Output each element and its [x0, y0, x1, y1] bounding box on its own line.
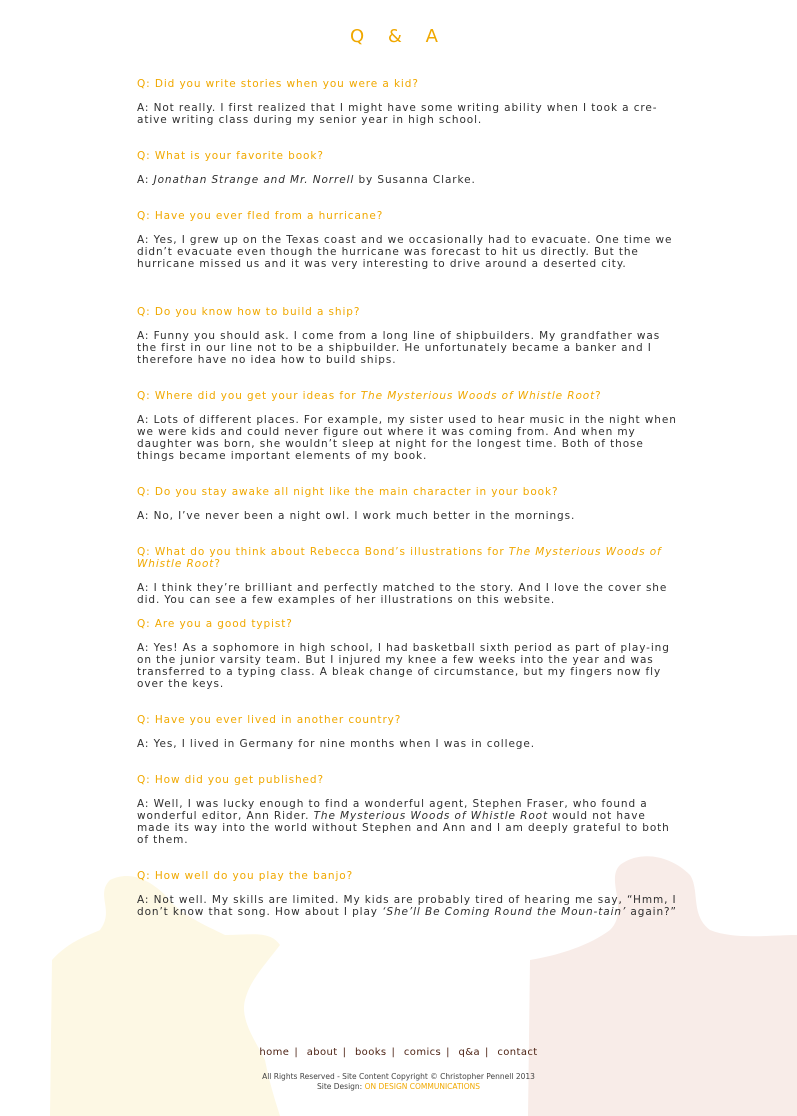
- nav-about-link[interactable]: about: [306, 1047, 338, 1058]
- site-design-credit: Site Design: ON DESIGN COMMUNICATIONS: [316, 1082, 481, 1091]
- book-title: The Mysterious Woods of Whistle Root: [313, 810, 548, 822]
- nav-separator: |: [342, 1047, 347, 1058]
- answer: A: Yes, I lived in Germany for nine months when I was in college.: [137, 738, 535, 750]
- answer: A: Not really. I first realized that I might have some writing ability when I took a cre-ative writing class during my senior year in high school.: [137, 102, 658, 126]
- answer: A: No, I’ve never been a night owl. I work much better in the mornings.: [137, 510, 576, 522]
- song-title: ‘She’ll Be Coming Round the Moun-tain’: [382, 906, 627, 918]
- answer: A: Lots of different places. For example, my sister used to hear music in the night when we were kids and could never figure out where it was coming from. And when my daughter was born, she wouldn’t sleep at night for the longest time. Both of those things became important elements of my book.: [137, 414, 677, 462]
- question: Q: What is your favorite book?: [137, 150, 324, 162]
- nav-comics-link[interactable]: comics: [403, 1047, 442, 1058]
- book-title: Jonathan Strange and Mr. Norrell: [153, 174, 355, 186]
- answer: A: Not well. My skills are limited. My kids are probably tired of hearing me say, “Hmm, I don’t know that song. How about I play ‘She’ll Be Coming Round the Moun-tain’ again?”: [137, 894, 677, 918]
- copyright-text: All Rights Reserved - Site Content Copyright © Christopher Pennell 2013: [262, 1072, 535, 1081]
- answer: A: I think they’re brilliant and perfectly matched to the story. And I love the cover she did. You can see a few examples of her illustrations on this website.: [137, 582, 668, 606]
- question: Q: How did you get published?: [137, 774, 324, 786]
- question: Q: Do you know how to build a ship?: [137, 306, 361, 318]
- nav-qa-link[interactable]: q&a: [458, 1047, 481, 1058]
- nav-contact-link[interactable]: contact: [497, 1047, 538, 1058]
- answer: A: Yes! As a sophomore in high school, I had basketball sixth period as part of play-ing on the junior varsity team. But I injured my knee a few weeks into the year and was transferred to a typing class. A bleak change of circumstance, but my fingers now fly over the keys.: [137, 642, 670, 690]
- question: Q: Do you stay awake all night like the main character in your book?: [137, 486, 559, 498]
- question: Q: Have you ever fled from a hurricane?: [137, 210, 384, 222]
- answer: A: Well, I was lucky enough to find a wonderful agent, Stephen Fraser, who found a wonderful editor, Ann Rider. The Mysterious Woods of Whistle Root would not have made its way into the world without Stephen and Ann and I am deeply grateful to both of them.: [137, 798, 670, 846]
- nav-books-link[interactable]: books: [354, 1047, 387, 1058]
- page-title: Q & A: [350, 26, 447, 47]
- question: Q: Are you a good typist?: [137, 618, 293, 630]
- nav-home-link[interactable]: home: [259, 1047, 290, 1058]
- question: Q: Did you write stories when you were a kid?: [137, 78, 419, 90]
- answer: A: Funny you should ask. I come from a long line of shipbuilders. My grandfather was the first in our line not to be a shipbuilder. He unfortunately became a banker and I therefore have no idea how to build ships.: [137, 330, 661, 366]
- footer-nav: [0, 1047, 797, 1058]
- question: Q: How well do you play the banjo?: [137, 870, 354, 882]
- question: Q: Where did you get your ideas for The Mysterious Woods of Whistle Root?: [137, 390, 602, 402]
- book-title: The Mysterious Woods of Whistle Root: [360, 390, 596, 402]
- nav-separator: |: [446, 1047, 450, 1058]
- footer: [0, 1072, 797, 1092]
- answer: A: Yes, I grew up on the Texas coast and we occasionally had to evacuate. One time we didn’t evacuate even though the hurricane was forecast to hit us directly. But the hurricane missed us and it was very interesting to drive around a deserted city.: [137, 234, 673, 270]
- designer-link[interactable]: ON DESIGN COMMUNICATIONS: [364, 1082, 481, 1091]
- nav-separator: |: [485, 1047, 489, 1058]
- question: Q: Have you ever lived in another country?: [137, 714, 402, 726]
- nav-separator: |: [391, 1047, 396, 1058]
- answer: A: Jonathan Strange and Mr. Norrell by Susanna Clarke.: [137, 174, 476, 186]
- question: Q: What do you think about Rebecca Bond’s illustrations for The Mysterious Woods of Whistle Root?: [137, 546, 662, 570]
- nav-separator: |: [294, 1047, 299, 1058]
- book-title: The Mysterious Woods of Whistle Root: [137, 546, 662, 570]
